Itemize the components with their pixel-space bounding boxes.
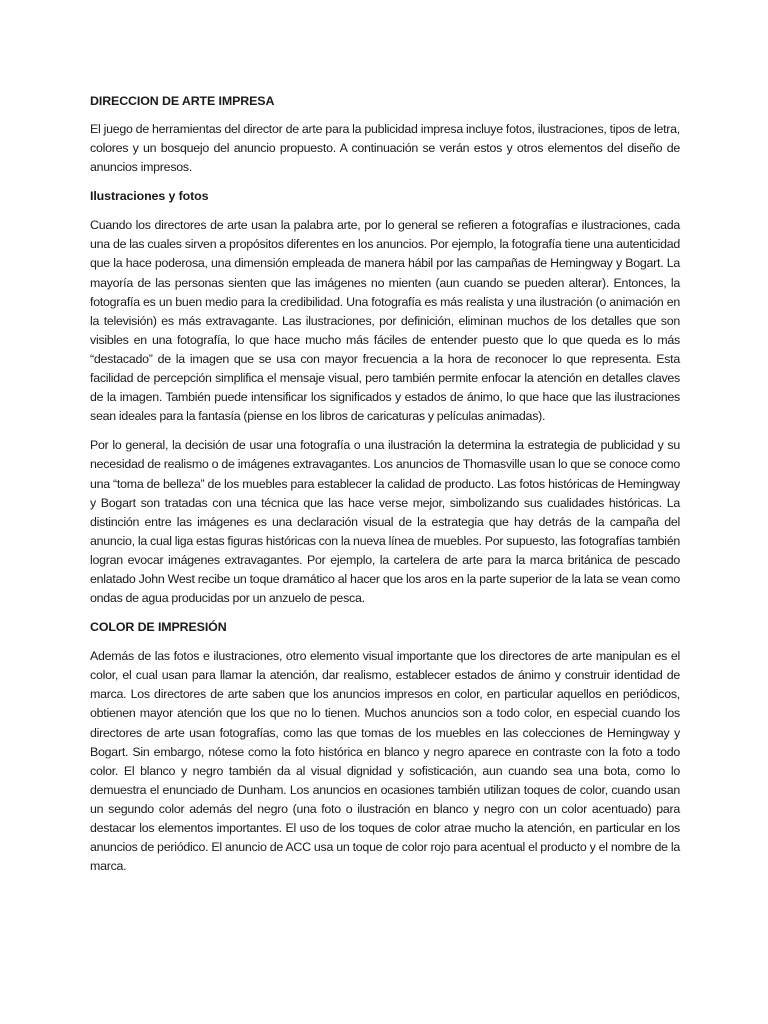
color-paragraph: Además de las fotos e ilustraciones, otro elemento visual importante que los directores de arte manipulan es el color, el cual usan para llamar la atención, dar realismo, establecer estados de ánimo y construir identidad de marca. Los directores de arte saben que los anuncios impresos en color, en particular aquellos en periódicos, obtienen mayor atención que los que no lo tienen. Muchos anuncios son a todo color, en especial cuando los directores de arte usan fotografías, como las que tomas de los muebles en las colecciones de Hemingway y Bogart. Sin embargo, nótese como la foto histórica en blanco y negro aparece en contraste con la foto a todo color. El blanco y negro también da al visual dignidad y sofisticación, aun cuando sea una bota, como lo demuestra el enunciado de Dunham. Los anuncios en ocasiones también utilizan toques de color, cuando usan un segundo color además del negro (una foto o ilustración en blanco y negro con un color acentuado) para destacar los elementos importantes. El uso de los toques de color atrae mucho la atención, en particular en los anuncios de periódico. El anuncio de ACC usa un toque de color rojo para acentual el producto y el nombre de la marca. bbox=[90, 649, 680, 874]
illustrations-paragraph-2: Por lo general, la decisión de usar una fotografía o una ilustración la determina la estrategia de publicidad y su necesidad de realismo o de imágenes extravagantes. Los anuncios de Thomasville usan lo que se conoce como una “toma de belleza” de los muebles para establecer la calidad de producto. Las fotos históricas de Hemingway y Bogart son tratadas con una técnica que las hace verse mejor, simbolizando sus cualidades históricas. La distinción entre las imágenes es una declaración visual de la estrategia que hay detrás de la campaña del anuncio, la cual liga estas figuras históricas con la nueva línea de muebles. Por supuesto, las fotografías también logran evocar imágenes extravagantes. Por ejemplo, la cartelera de arte para la marca británica de pescado enlatado John West recibe un toque dramático al hacer que los aros en la parte superior de la lata se vean como ondas de agua producidas por un anzuelo de pesca. bbox=[90, 438, 680, 606]
intro-paragraph: El juego de herramientas del director de arte para la publicidad impresa incluye fotos, ilustraciones, tipos de letra, colores y un bosquejo del anuncio propuesto. A continuación se verán estos y otros elementos del diseño de anuncios impresos. bbox=[90, 122, 680, 175]
heading-illustrations: Ilustraciones y fotos bbox=[90, 189, 209, 204]
heading-color: COLOR DE IMPRESIÓN bbox=[90, 620, 227, 635]
illustrations-paragraph-1: Cuando los directores de arte usan la palabra arte, por lo general se refieren a fotografías e ilustraciones, cada una de las cuales sirven a propósitos diferentes en los anuncios. Por ejemplo, la fotografía tiene una autenticidad que la hace poderosa, una dimensión empleada de manera hábil por las campañas de Hemingway y Bogart. La mayoría de las personas sienten que las imágenes no mienten (aun cuando se pueden alterar). Entonces, la fotografía es un buen medio para la credibilidad. Una fotografía es más realista y una ilustración (o animación en la televisión) es más extravagante. Las ilustraciones, por definición, eliminan muchos de los detalles que son visibles en una fotografía, lo que hace mucho más fáciles de entender puesto que lo que queda es lo más “destacado” de la imagen que se usa con mayor frecuencia a la hora de reconocer lo que representa. Esta facilidad de percepción simplifica el mensaje visual, pero también permite enfocar la atención en detalles claves de la imagen. También puede intensificar los significados y estados de ánimo, lo que hace que las ilustraciones sean ideales para la fantasía (piense en los libros de caricaturas y películas animadas). bbox=[90, 218, 680, 424]
heading-main: DIRECCION DE ARTE IMPRESA bbox=[90, 94, 275, 108]
